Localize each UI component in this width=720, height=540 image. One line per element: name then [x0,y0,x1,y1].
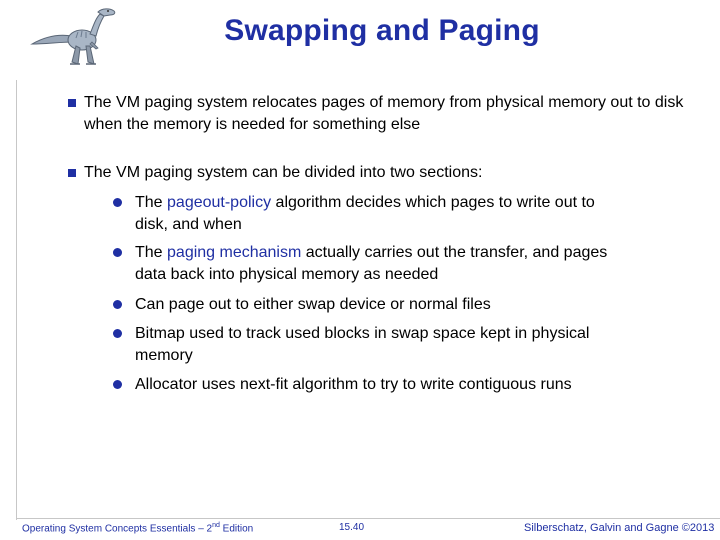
round-bullet-icon [113,300,122,309]
footer-page-number: 15.40 [339,522,365,533]
footer-book-title-post: Edition [219,523,254,535]
bullet-1 [84,92,684,136]
sub-bullet-1-highlight: pageout-policy [167,194,272,211]
sub-bullet-5 [135,374,615,396]
sub-bullet-1-pre: The [135,194,168,211]
sub-bullet-5-text: Allocator uses next-fit algorithm to try to write contiguous runs [135,376,572,393]
sub-bullet-2-pre: The [135,244,168,261]
round-bullet-icon [113,329,122,338]
bullet-2 [84,162,684,184]
sub-bullet-1-post: algorithm decides which pages to write out to disk, and when [135,194,595,233]
sub-bullet-3-text: Can page out to either swap device or normal files [135,296,491,313]
sub-bullet-3 [135,294,615,316]
square-bullet-icon [68,99,76,107]
sub-bullet-4 [135,323,615,367]
footer-copyright: Silberschatz, Galvin and Gagne ©2013 [524,522,715,534]
sub-bullet-2-highlight: paging mechanism [167,244,302,261]
round-bullet-icon [113,380,122,389]
bottom-divider [16,518,720,519]
footer-book-title-sup: nd [212,522,220,529]
footer-book-title-pre: Operating System Concepts Essentials – 2 [22,523,213,535]
sub-bullet-1 [135,192,615,236]
slide-title: Swapping and Paging [224,14,540,47]
bullet-2-text: The VM paging system can be divided into two sections: [84,164,483,181]
square-bullet-icon [68,169,76,177]
sub-bullet-4-text: Bitmap used to track used blocks in swap space kept in physical memory [135,325,590,364]
round-bullet-icon [113,198,122,207]
bullet-1-text: The VM paging system relocates pages of memory from physical memory out to disk when the memory is needed for something else [84,94,684,133]
footer-book-title [22,522,253,534]
round-bullet-icon [113,248,122,257]
sub-bullet-2 [135,242,615,286]
sub-bullet-2-post: actually carries out the transfer, and pages data back into physical memory as needed [135,244,608,283]
